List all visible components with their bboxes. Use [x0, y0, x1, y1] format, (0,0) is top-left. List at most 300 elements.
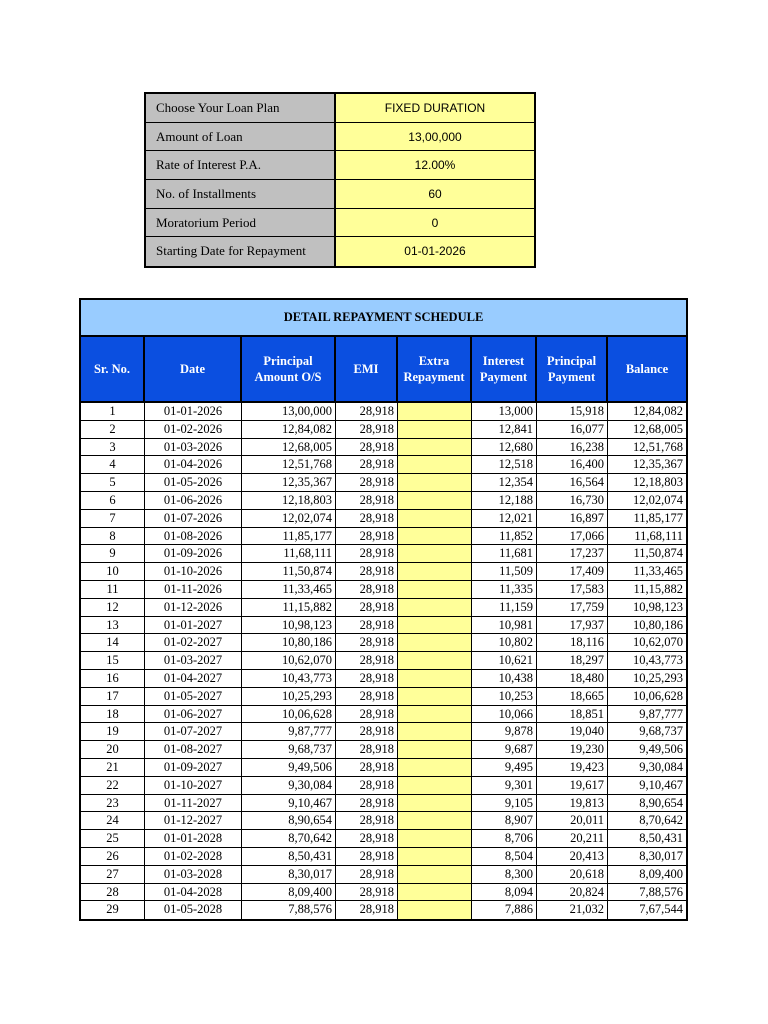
cell-interest-payment: 9,105 — [472, 795, 537, 812]
extra-repayment-input[interactable] — [398, 563, 472, 580]
cell-balance: 12,35,367 — [633, 457, 683, 472]
cell-sr-no: 19 — [81, 723, 145, 740]
cell-balance: 10,62,070 — [633, 635, 683, 650]
cell-balance: 11,15,882 — [633, 581, 683, 596]
cell-sr-no: 3 — [81, 439, 145, 456]
header-principal-os-line2: Amount O/S — [254, 370, 322, 384]
header-pp-line2: Payment — [547, 370, 596, 384]
cell-principal-os: 11,85,177 — [242, 528, 336, 545]
cell-emi: 28,918 — [336, 652, 398, 669]
cell-principal-payment: 18,480 — [537, 670, 608, 687]
table-row — [81, 528, 686, 546]
header-sr-no-text: Sr. No. — [93, 362, 130, 376]
cell-principal-payment: 17,937 — [537, 617, 608, 634]
extra-repayment-input[interactable] — [398, 510, 472, 527]
table-row — [81, 830, 686, 848]
cell-sr-no: 15 — [81, 652, 145, 669]
cell-interest-payment: 12,518 — [472, 456, 537, 473]
cell-date: 01-05-2027 — [145, 688, 242, 705]
cell-principal-payment: 16,238 — [537, 439, 608, 456]
cell-principal-payment: 19,423 — [537, 759, 608, 776]
cell-date: 01-05-2028 — [145, 901, 242, 919]
cell-balance: 12,02,074 — [633, 492, 683, 507]
table-row — [81, 652, 686, 670]
cell-principal-os: 12,18,803 — [242, 492, 336, 509]
param-row-installments — [146, 180, 534, 209]
table-row — [81, 795, 686, 813]
param-row-amount — [146, 123, 534, 152]
cell-date: 01-09-2026 — [145, 545, 242, 562]
cell-balance: 12,84,082 — [633, 404, 683, 418]
cell-interest-payment: 11,335 — [472, 581, 537, 598]
extra-repayment-input[interactable] — [398, 795, 472, 812]
param-label: Starting Date for Repayment — [146, 237, 336, 266]
cell-date: 01-12-2027 — [145, 812, 242, 829]
start-date-input[interactable]: 01-01-2026 — [336, 237, 534, 266]
table-row — [81, 545, 686, 563]
cell-emi: 28,918 — [336, 812, 398, 829]
extra-repayment-input[interactable] — [398, 866, 472, 883]
cell-date: 01-01-2026 — [145, 403, 242, 420]
cell-emi: 28,918 — [336, 474, 398, 491]
cell-principal-payment: 18,116 — [537, 634, 608, 651]
cell-sr-no: 11 — [81, 581, 145, 598]
cell-emi: 28,918 — [336, 439, 398, 456]
cell-sr-no: 13 — [81, 617, 145, 634]
cell-balance: 10,98,123 — [633, 599, 683, 614]
cell-sr-no: 14 — [81, 634, 145, 651]
cell-balance: 11,50,874 — [633, 546, 683, 561]
cell-sr-no: 29 — [81, 901, 145, 919]
cell-principal-payment: 17,237 — [537, 545, 608, 562]
header-interest-line1: Interest — [482, 354, 525, 368]
extra-repayment-input[interactable] — [398, 634, 472, 651]
cell-emi: 28,918 — [336, 528, 398, 545]
repayment-schedule-table — [79, 298, 688, 921]
cell-date: 01-03-2028 — [145, 866, 242, 883]
cell-principal-os: 12,51,768 — [242, 456, 336, 473]
cell-principal-os: 10,98,123 — [242, 617, 336, 634]
cell-interest-payment: 8,094 — [472, 884, 537, 901]
cell-principal-payment: 19,813 — [537, 795, 608, 812]
cell-interest-payment: 8,706 — [472, 830, 537, 847]
cell-principal-payment: 18,851 — [537, 706, 608, 723]
cell-date: 01-10-2026 — [145, 563, 242, 580]
cell-date: 01-06-2026 — [145, 492, 242, 509]
cell-principal-payment: 16,564 — [537, 474, 608, 491]
cell-emi: 28,918 — [336, 688, 398, 705]
cell-emi: 28,918 — [336, 492, 398, 509]
header-extra-line1: Extra — [418, 354, 450, 368]
cell-balance: 7,67,544 — [639, 902, 683, 917]
cell-date: 01-11-2027 — [145, 795, 242, 812]
cell-interest-payment: 12,188 — [472, 492, 537, 509]
table-row — [81, 510, 686, 528]
cell-date: 01-08-2027 — [145, 741, 242, 758]
cell-balance: 12,51,768 — [633, 439, 683, 454]
cell-principal-os: 9,30,084 — [242, 777, 336, 794]
param-label: Amount of Loan — [146, 123, 336, 151]
cell-emi: 28,918 — [336, 866, 398, 883]
extra-repayment-input[interactable] — [398, 599, 472, 616]
cell-date: 01-02-2028 — [145, 848, 242, 865]
extra-repayment-input[interactable] — [398, 741, 472, 758]
cell-interest-payment: 9,687 — [472, 741, 537, 758]
extra-repayment-input[interactable] — [398, 706, 472, 723]
cell-interest-payment: 9,301 — [472, 777, 537, 794]
loan-plan-select[interactable]: FIXED DURATION — [336, 94, 534, 122]
cell-principal-os: 8,09,400 — [242, 884, 336, 901]
cell-sr-no: 23 — [81, 795, 145, 812]
cell-principal-payment: 20,413 — [537, 848, 608, 865]
cell-emi: 28,918 — [336, 723, 398, 740]
cell-date: 01-03-2027 — [145, 652, 242, 669]
moratorium-input[interactable]: 0 — [336, 209, 534, 237]
param-row-start-date — [146, 237, 534, 266]
cell-principal-os: 13,00,000 — [242, 403, 336, 420]
header-principal-payment — [537, 337, 608, 401]
param-label: No. of Installments — [146, 180, 336, 208]
cell-principal-payment: 17,583 — [537, 581, 608, 598]
table-row — [81, 563, 686, 581]
cell-principal-payment: 21,032 — [537, 901, 608, 919]
cell-emi: 28,918 — [336, 830, 398, 847]
cell-sr-no: 21 — [81, 759, 145, 776]
cell-principal-payment: 15,918 — [537, 403, 608, 420]
cell-principal-payment: 16,897 — [537, 510, 608, 527]
cell-emi: 28,918 — [336, 848, 398, 865]
extra-repayment-input[interactable] — [398, 456, 472, 473]
cell-date: 01-06-2027 — [145, 706, 242, 723]
table-row — [81, 474, 686, 492]
cell-principal-payment: 20,618 — [537, 866, 608, 883]
cell-balance: 8,50,431 — [639, 831, 683, 846]
cell-interest-payment: 10,438 — [472, 670, 537, 687]
header-emi-text: EMI — [353, 362, 379, 376]
cell-interest-payment: 12,021 — [472, 510, 537, 527]
cell-interest-payment: 12,680 — [472, 439, 537, 456]
param-row-rate — [146, 151, 534, 180]
cell-sr-no: 12 — [81, 599, 145, 616]
cell-date: 01-08-2026 — [145, 528, 242, 545]
cell-interest-payment: 12,841 — [472, 421, 537, 438]
cell-principal-os: 9,87,777 — [242, 723, 336, 740]
table-row — [81, 617, 686, 635]
cell-principal-payment: 17,066 — [537, 528, 608, 545]
param-row-loan-plan — [146, 94, 534, 123]
cell-principal-os: 12,84,082 — [242, 421, 336, 438]
cell-sr-no: 24 — [81, 812, 145, 829]
header-interest-payment — [472, 337, 537, 401]
cell-sr-no: 25 — [81, 830, 145, 847]
cell-balance: 11,85,177 — [633, 510, 683, 525]
cell-emi: 28,918 — [336, 421, 398, 438]
cell-interest-payment: 10,621 — [472, 652, 537, 669]
param-label: Rate of Interest P.A. — [146, 151, 336, 179]
cell-emi: 28,918 — [336, 510, 398, 527]
cell-interest-payment: 13,000 — [472, 403, 537, 420]
table-row — [81, 688, 686, 706]
cell-interest-payment: 10,066 — [472, 706, 537, 723]
cell-balance: 12,18,803 — [633, 475, 683, 490]
cell-principal-payment: 16,400 — [537, 456, 608, 473]
cell-balance: 12,68,005 — [633, 421, 683, 436]
cell-principal-payment: 19,230 — [537, 741, 608, 758]
cell-date: 01-10-2027 — [145, 777, 242, 794]
extra-repayment-input[interactable] — [398, 759, 472, 776]
header-date — [145, 337, 242, 401]
extra-repayment-input[interactable] — [398, 688, 472, 705]
extra-repayment-input[interactable] — [398, 617, 472, 634]
header-sr-no — [81, 337, 145, 401]
cell-date: 01-03-2026 — [145, 439, 242, 456]
cell-date: 01-01-2027 — [145, 617, 242, 634]
cell-emi: 28,918 — [336, 403, 398, 420]
table-row — [81, 777, 686, 795]
cell-date: 01-07-2027 — [145, 723, 242, 740]
extra-repayment-input[interactable] — [398, 581, 472, 598]
header-balance-text: Balance — [625, 362, 669, 376]
cell-emi: 28,918 — [336, 759, 398, 776]
header-balance — [608, 337, 686, 401]
cell-principal-os: 10,25,293 — [242, 688, 336, 705]
table-row — [81, 599, 686, 617]
extra-repayment-input[interactable] — [398, 812, 472, 829]
cell-balance: 9,30,084 — [639, 759, 683, 774]
cell-balance: 11,68,111 — [634, 528, 683, 543]
cell-sr-no: 1 — [81, 403, 145, 420]
cell-sr-no: 8 — [81, 528, 145, 545]
schedule-body — [81, 403, 686, 921]
cell-principal-os: 8,90,654 — [242, 812, 336, 829]
cell-sr-no: 18 — [81, 706, 145, 723]
interest-rate-input[interactable]: 12.00% — [336, 151, 534, 179]
cell-principal-payment: 20,824 — [537, 884, 608, 901]
cell-balance: 9,49,506 — [639, 742, 683, 757]
extra-repayment-input[interactable] — [398, 528, 472, 545]
cell-interest-payment: 10,253 — [472, 688, 537, 705]
cell-principal-payment: 20,011 — [537, 812, 608, 829]
cell-interest-payment: 11,509 — [472, 563, 537, 580]
cell-principal-os: 11,68,111 — [242, 545, 336, 562]
cell-principal-os: 8,70,642 — [242, 830, 336, 847]
cell-emi: 28,918 — [336, 599, 398, 616]
header-principal-os — [242, 337, 336, 401]
cell-principal-payment: 17,759 — [537, 599, 608, 616]
extra-repayment-input[interactable] — [398, 723, 472, 740]
loan-amount-input[interactable]: 13,00,000 — [336, 123, 534, 151]
cell-balance: 8,09,400 — [639, 866, 683, 881]
cell-principal-os: 9,68,737 — [242, 741, 336, 758]
schedule-title: DETAIL REPAYMENT SCHEDULE — [81, 300, 686, 337]
header-interest-line2: Payment — [479, 370, 528, 384]
header-principal-os-line1: Principal — [263, 354, 313, 368]
extra-repayment-input[interactable] — [398, 884, 472, 901]
table-row — [81, 901, 686, 919]
cell-balance: 9,10,467 — [639, 777, 683, 792]
cell-principal-payment: 18,297 — [537, 652, 608, 669]
cell-sr-no: 10 — [81, 563, 145, 580]
cell-principal-os: 11,50,874 — [242, 563, 336, 580]
extra-repayment-input[interactable] — [398, 652, 472, 669]
table-row — [81, 759, 686, 777]
cell-date: 01-07-2026 — [145, 510, 242, 527]
cell-balance: 11,33,465 — [633, 564, 683, 579]
cell-principal-os: 10,06,628 — [242, 706, 336, 723]
param-label: Choose Your Loan Plan — [146, 94, 336, 122]
table-row — [81, 884, 686, 902]
extra-repayment-input[interactable] — [398, 901, 472, 919]
cell-principal-os: 9,10,467 — [242, 795, 336, 812]
cell-principal-payment: 17,409 — [537, 563, 608, 580]
table-row — [81, 741, 686, 759]
cell-emi: 28,918 — [336, 777, 398, 794]
cell-sr-no: 26 — [81, 848, 145, 865]
cell-principal-payment: 19,040 — [537, 723, 608, 740]
table-row — [81, 866, 686, 884]
cell-principal-os: 12,02,074 — [242, 510, 336, 527]
cell-date: 01-01-2028 — [145, 830, 242, 847]
cell-interest-payment: 9,878 — [472, 723, 537, 740]
table-row — [81, 456, 686, 474]
cell-principal-os: 11,15,882 — [242, 599, 336, 616]
table-row — [81, 848, 686, 866]
cell-emi: 28,918 — [336, 670, 398, 687]
cell-emi: 28,918 — [336, 901, 398, 919]
cell-balance: 8,90,654 — [639, 795, 683, 810]
cell-principal-os: 10,43,773 — [242, 670, 336, 687]
cell-principal-payment: 19,617 — [537, 777, 608, 794]
cell-date: 01-04-2027 — [145, 670, 242, 687]
table-row — [81, 670, 686, 688]
cell-sr-no: 20 — [81, 741, 145, 758]
extra-repayment-input[interactable] — [398, 777, 472, 794]
cell-balance: 10,25,293 — [633, 670, 683, 685]
cell-interest-payment: 9,495 — [472, 759, 537, 776]
cell-date: 01-05-2026 — [145, 474, 242, 491]
cell-sr-no: 7 — [81, 510, 145, 527]
cell-principal-payment: 20,211 — [537, 830, 608, 847]
cell-balance: 10,43,773 — [633, 653, 683, 668]
extra-repayment-input[interactable] — [398, 439, 472, 456]
cell-balance: 8,30,017 — [639, 848, 683, 863]
cell-sr-no: 17 — [81, 688, 145, 705]
cell-sr-no: 9 — [81, 545, 145, 562]
cell-interest-payment: 8,300 — [472, 866, 537, 883]
cell-principal-payment: 16,077 — [537, 421, 608, 438]
cell-interest-payment: 10,802 — [472, 634, 537, 651]
cell-principal-os: 10,80,186 — [242, 634, 336, 651]
header-extra-line2: Repayment — [403, 370, 465, 384]
cell-interest-payment: 7,886 — [472, 901, 537, 919]
cell-sr-no: 2 — [81, 421, 145, 438]
cell-sr-no: 22 — [81, 777, 145, 794]
loan-parameters-table — [144, 92, 536, 268]
header-extra-repayment — [398, 337, 472, 401]
cell-interest-payment: 8,504 — [472, 848, 537, 865]
cell-interest-payment: 12,354 — [472, 474, 537, 491]
cell-date: 01-11-2026 — [145, 581, 242, 598]
table-row — [81, 812, 686, 830]
cell-interest-payment: 11,681 — [472, 545, 537, 562]
table-row — [81, 492, 686, 510]
cell-interest-payment: 8,907 — [472, 812, 537, 829]
cell-date: 01-02-2027 — [145, 634, 242, 651]
cell-balance: 10,06,628 — [633, 688, 683, 703]
cell-emi: 28,918 — [336, 456, 398, 473]
cell-date: 01-04-2028 — [145, 884, 242, 901]
cell-principal-os: 8,30,017 — [242, 866, 336, 883]
cell-balance: 7,88,576 — [639, 884, 683, 899]
extra-repayment-input[interactable] — [398, 421, 472, 438]
cell-date: 01-12-2026 — [145, 599, 242, 616]
cell-emi: 28,918 — [336, 617, 398, 634]
cell-balance: 9,87,777 — [639, 706, 683, 721]
cell-principal-os: 12,35,367 — [242, 474, 336, 491]
extra-repayment-input[interactable] — [398, 848, 472, 865]
extra-repayment-input[interactable] — [398, 492, 472, 509]
cell-interest-payment: 10,981 — [472, 617, 537, 634]
table-row — [81, 581, 686, 599]
extra-repayment-input[interactable] — [398, 474, 472, 491]
cell-balance: 9,68,737 — [639, 724, 683, 739]
cell-principal-os: 11,33,465 — [242, 581, 336, 598]
cell-principal-os: 7,88,576 — [242, 901, 336, 919]
cell-principal-os: 9,49,506 — [242, 759, 336, 776]
cell-principal-os: 8,50,431 — [242, 848, 336, 865]
cell-principal-payment: 18,665 — [537, 688, 608, 705]
header-emi — [336, 337, 398, 401]
cell-sr-no: 5 — [81, 474, 145, 491]
cell-emi: 28,918 — [336, 741, 398, 758]
installments-input[interactable]: 60 — [336, 180, 534, 208]
cell-sr-no: 4 — [81, 456, 145, 473]
cell-principal-payment: 16,730 — [537, 492, 608, 509]
header-date-text: Date — [180, 362, 205, 376]
table-row — [81, 634, 686, 652]
cell-emi: 28,918 — [336, 563, 398, 580]
cell-principal-os: 10,62,070 — [242, 652, 336, 669]
table-row — [81, 723, 686, 741]
cell-emi: 28,918 — [336, 884, 398, 901]
table-row — [81, 439, 686, 457]
extra-repayment-input[interactable] — [398, 830, 472, 847]
header-pp-line1: Principal — [546, 354, 597, 368]
cell-sr-no: 27 — [81, 866, 145, 883]
table-row — [81, 706, 686, 724]
cell-balance: 8,70,642 — [639, 813, 683, 828]
extra-repayment-input[interactable] — [398, 545, 472, 562]
cell-principal-os: 12,68,005 — [242, 439, 336, 456]
cell-interest-payment: 11,852 — [472, 528, 537, 545]
cell-sr-no: 6 — [81, 492, 145, 509]
table-row — [81, 403, 686, 421]
table-row — [81, 421, 686, 439]
cell-emi: 28,918 — [336, 581, 398, 598]
cell-emi: 28,918 — [336, 545, 398, 562]
schedule-header-row — [81, 337, 686, 403]
param-row-moratorium — [146, 209, 534, 238]
extra-repayment-input[interactable] — [398, 670, 472, 687]
cell-date: 01-04-2026 — [145, 456, 242, 473]
cell-date: 01-02-2026 — [145, 421, 242, 438]
cell-emi: 28,918 — [336, 634, 398, 651]
cell-emi: 28,918 — [336, 795, 398, 812]
cell-sr-no: 16 — [81, 670, 145, 687]
cell-interest-payment: 11,159 — [472, 599, 537, 616]
cell-sr-no: 28 — [81, 884, 145, 901]
extra-repayment-input[interactable] — [398, 403, 472, 420]
